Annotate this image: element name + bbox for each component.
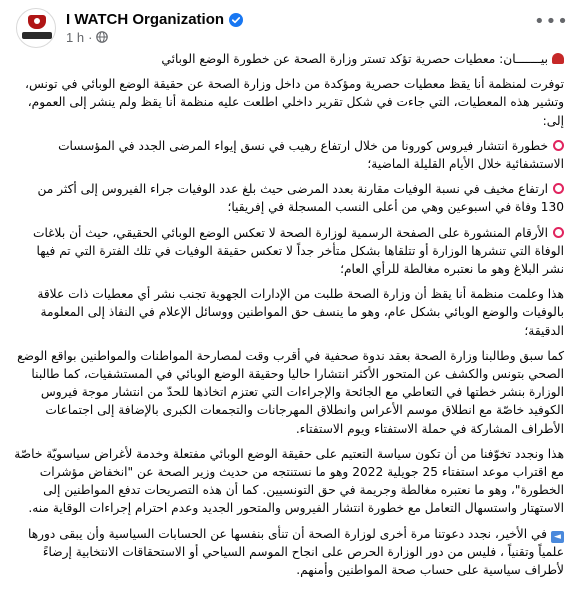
post-meta (66, 29, 108, 45)
point-2-text: ارتفاع مخيف في نسبة الوفيات مقارنة بعدد المرضى حيث بلغ عدد الوفيات جراء الفيروس إلى أكثر من 130 وفاة في اسبوعين وهي من أعلى النسب المسجلة في إفريقيا؛ (37, 182, 564, 215)
final-paragraph-text: في الأخير، نجدد دعوتنا مرة أخرى لوزارة الصحة أن تنأى بنفسها عن الحسابات السياسية وأن يبقى دورها علمياً وتقنياً ، فليس من دور الوزارة الحرص على انجاح الموسم السياحي أو الاستحقاقات الانتخابية إرضاءً لأطراف سياسية على حساب صحة المواطنين وأمنهم. (28, 526, 564, 578)
final-paragraph (14, 525, 564, 580)
point-2 (14, 180, 564, 216)
post-title: بيـــــــان: معطيات حصرية تؤكد تستر وزارة الصحة عن خطورة الوضع الوبائي (161, 52, 548, 66)
name-row (66, 9, 243, 29)
intro-paragraph: توفرت لمنظمة أنا يقظ معطيات حصرية ومؤكدة من داخل وزارة الصحة عن حقيقة الوضع الوبائي في تونس، وتشير هذه المعطيات، التي جاءت في شكل تقرير داخلي اطلعت عليه منظمة أنا يقظ ولم ينشر إلى العموم، إلى: (25, 77, 564, 128)
demands-paragraph: كما سبق وطالبنا وزارة الصحة بعقد ندوة صحفية في أقرب وقت لمصارحة المواطنات والمواطنين بواقع الوضع الصحي بتونس والكشف عن المتحور الأكثر انتشارا حاليا وحقيقة الوضع الوبائي في المستشفيات، كما طالبنا الوزارة بنشر خطتها في التعاطي مع الجائحة والإجراءات التي تعتزم اتخاذها للحدّ من انتشار موجة فيروس الكوفيد خاصّة مع انطلاق موسم الأعراس وانطلاق المهرجانات والتجمعات الكبرى بالإضافة إلى اجتماعات الأطراف المشاركة في حملة الاستفتاء ويوم الاستفتاء. (17, 348, 564, 436)
red-circle-icon (553, 183, 564, 194)
post-header (16, 8, 569, 48)
regions-paragraph: هذا وعلمت منظمة أنا يقظ أن وزارة الصحة طلبت من الإدارات الجهوية تجنب نشر أي معطيات ذات علاقة بالوفيات والوضع الوبائي بشكل عام، وهو ما ينسف حق المواطنين ووسائل الإعلام في النفاذ إلى المعلومة الدقيقة؛ (37, 287, 564, 338)
logo-dot (34, 18, 40, 24)
alert-icon (552, 53, 564, 64)
post-body (14, 50, 564, 586)
point-1-text: خطورة انتشار فيروس كورونا من خلال ارتفاع رهيب في نسق إيواء المرضى الجدد في المؤسسات الاستشفائية خلال الأيام القليلة الماضية؛ (58, 138, 564, 172)
page-avatar[interactable] (16, 8, 56, 48)
page-name-link[interactable]: I WATCH Organization (66, 10, 225, 28)
warning-paragraph: هذا ونجدد تخوّفنا من أن تكون سياسة التعتيم على حقيقة الوضع الوبائي مفتعلة وخدمة لأغراض سياسويّة خاصّة مع اقتراب موعد استفتاء 25 جويلية 2022 وهو ما نستنتجه من حديث وزير الصحة عن "انخفاض مؤشرات الخطورة"، وهو ما نعتبره مغالطة وجريمة في حق التونسيين. كما أن هذه التصريحات تدفع المواطنين إلى الاستهتار واستسهال التعامل مع خطورة انتشار الفيروس والمتحور الجديد وعدم احترام إجراءات الوقاية منه. (14, 446, 564, 516)
more-options-icon[interactable]: ••• (534, 11, 569, 32)
post-title-line (14, 50, 564, 68)
meta-separator: · (88, 29, 93, 45)
red-circle-icon (553, 227, 564, 238)
point-3-text: الأرقام المنشورة على الصفحة الرسمية لوزارة الصحة لا تعكس الوضع الوبائي الحقيقي، حيث أن بلاغات الوفاة التي تنشرها الوزارة أو تتلقاها بشكل متأخر جداً لا تعكس حقيقة الوفيات في تلك الفترة التي تم فيها نشر البلاغ وهو ما نعتبره مغالطة للرأي العام؛ (33, 225, 564, 277)
point-1 (14, 137, 564, 173)
globe-icon[interactable] (96, 31, 108, 43)
point-3 (14, 224, 564, 279)
post-timestamp[interactable]: 1 h (66, 29, 85, 45)
red-circle-icon (553, 140, 564, 151)
back-arrow-icon: ◄ (551, 531, 564, 543)
logo-band (22, 32, 52, 39)
verified-badge-icon (229, 12, 243, 26)
